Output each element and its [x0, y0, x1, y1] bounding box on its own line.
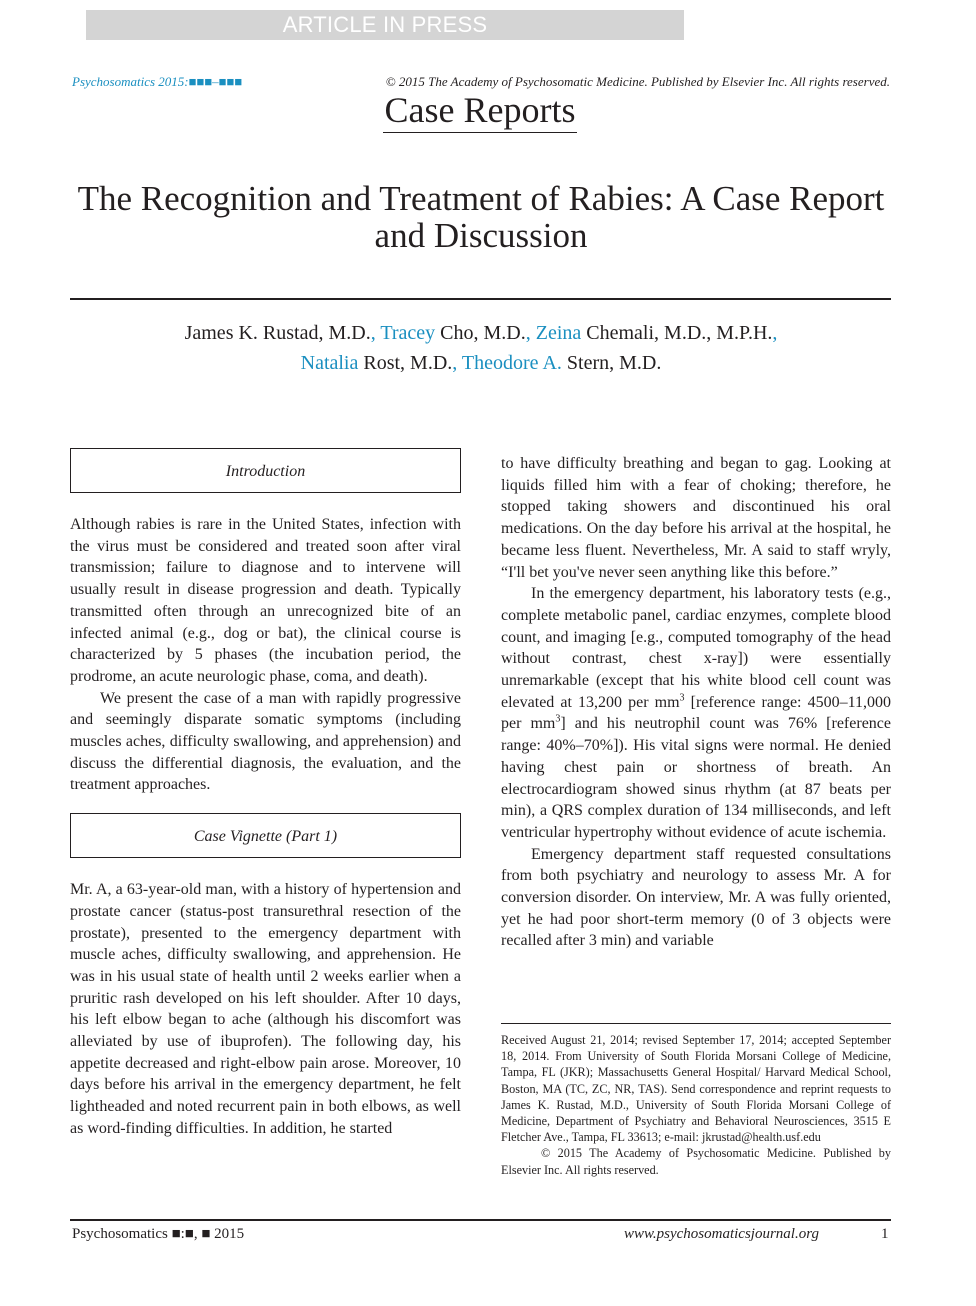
superscript: 3	[555, 714, 561, 726]
case-vignette-heading: Case Vignette (Part 1)	[70, 813, 461, 858]
body-paragraph: We present the case of a man with rapidly progressive and seemingly disparate somatic symptoms (including muscles aches, difficulty swallowing, and apprehension) and discuss the differential diagnosis, the evaluation, and the treatment approaches.	[70, 689, 461, 794]
body-paragraph: to have difficulty breathing and began to gag. Looking at liquids filled him with a fear of choking; therefore, he stopped taking showers and discontinued his oral medications. On the day before his arrival at the hospital, he became less fluent. Nevertheless, Mr. A said to staff wryly, “I'll bet you've never seen anything like this before.”	[501, 455, 891, 581]
title-divider	[70, 298, 891, 300]
author-name: Stern, M.D.	[566, 352, 662, 374]
section-title: Case Reports	[383, 88, 578, 133]
author-link[interactable]: Tracey	[380, 322, 436, 344]
author-separator: ,	[370, 322, 376, 344]
footer-url-link[interactable]: www.psychosomaticsjournal.org	[624, 1226, 820, 1242]
author-name: Chemali, M.D., M.P.H.	[586, 322, 773, 344]
author-separator: ,	[772, 322, 778, 344]
journal-citation[interactable]: Psychosomatics 2015:■■■–■■■	[72, 74, 243, 89]
text-run: [reference range: 4500–11,000 per mm	[501, 693, 892, 733]
footer-divider	[70, 1219, 891, 1221]
text-run: In the emergency department, his laboratory tests (e.g., complete metabolic panel, cardiac enzymes, complete blood count, and imaging [e.g., computed tomography of the head without contrast, chest x-ray]) were essentially unremarkable (except that his white blood cell count was elevated at 13,200 per mm	[501, 585, 891, 711]
author-name: Cho, M.D.	[440, 322, 526, 344]
author-name: Rost, M.D.	[363, 352, 453, 374]
introduction-heading: Introduction	[70, 448, 461, 493]
superscript: 3	[679, 692, 685, 704]
text-run: ] and his neutrophil count was 76% [reference range: 40%–70%]). His vital signs were normal. He denied having chest pain or shortness of breath. An electrocardiogram showed sinus rhythm (at 87 beats per min), a QRS complex duration of 134 milliseconds, and left ventricular hypertrophy without evidence of acute ischemia.	[501, 715, 891, 841]
body-paragraph	[501, 583, 891, 843]
author-link[interactable]: Zeina	[535, 322, 582, 344]
author-separator: ,	[452, 352, 458, 374]
footnote-copyright: © 2015 The Academy of Psychosomatic Medicine. Published by Elsevier Inc. All rights reserved.	[501, 1146, 891, 1177]
body-paragraph: Emergency department staff requested consultations from both psychiatry and neurology to assess Mr. A for conversion disorder. On interview, Mr. A was fully oriented, yet he had poor short-term memory (0 of 3 objects were recalled after 3 min) and variable	[501, 845, 891, 950]
author-link[interactable]: Theodore A.	[461, 352, 562, 374]
received-note: Received August 21, 2014; revised September 17, 2014; accepted September 18, 2014. From University of South Florida Morsani College of Medicine, Tampa, FL (JKR); Massachusetts General Hospital/ Harvard Medical School, Boston, MA (TC, ZC, NR, TAS). Send correspondence and reprint requests to James K. Rustad, M.D., University of South Florida Morsani College of Medicine, Department of Psychiatry and Behavioral Neurosciences, 3515 E Fletcher Ave., Tampa, FL 33613; e-mail: jkrustad@health.usf.edu	[501, 1033, 891, 1145]
author-separator: ,	[525, 322, 531, 344]
header-copyright: © 2015 The Academy of Psychosomatic Medicine. Published by Elsevier Inc. All rights reserved.	[385, 74, 890, 89]
footnote-divider	[501, 1023, 891, 1024]
right-column	[501, 453, 891, 952]
footer-journal: Psychosomatics ■:■, ■ 2015	[72, 1226, 245, 1242]
page-number: 1	[881, 1226, 889, 1242]
section-title-wrap	[0, 88, 960, 133]
article-title: The Recognition and Treatment of Rabies: A Case Report and Discussion	[77, 179, 885, 255]
article-footnote	[501, 1032, 891, 1178]
author-list	[72, 318, 890, 378]
body-paragraph: Mr. A, a 63-year-old man, with a history of hypertension and prostate cancer (status-post transurethral resection of the prostate), presented to the emergency department with muscle aches, difficulty swallowing, and apprehension. He was in his usual state of health until 2 weeks earlier when a pruritic rash developed on his left shoulder. After 10 days, his left elbow began to ache (although his discomfort was alleviated by use of ibuprofen). The following day, his appetite decreased and right-elbow pain arose. Moreover, 10 days before his arrival in the emergency department, he felt lightheaded and noted recurrent pain in both elbows, as well as word-finding difficulties. In addition, he started	[70, 881, 461, 1137]
left-column	[70, 448, 461, 1140]
article-in-press-banner: ARTICLE IN PRESS	[86, 10, 684, 40]
author-link[interactable]: Natalia	[300, 352, 359, 374]
body-paragraph: Although rabies is rare in the United States, infection with the virus must be considered and treated soon after viral transmission; failure to diagnose and to intervene will usually result in disease progression and death. Typically transmitted often through an unrecognized bite of an infected animal (e.g., dog or bat), the clinical course is characterized by 5 phases (the incubation period, the prodrome, an acute neurologic phase, coma, and death).	[70, 516, 461, 685]
author-name: James K. Rustad, M.D.	[184, 322, 371, 344]
